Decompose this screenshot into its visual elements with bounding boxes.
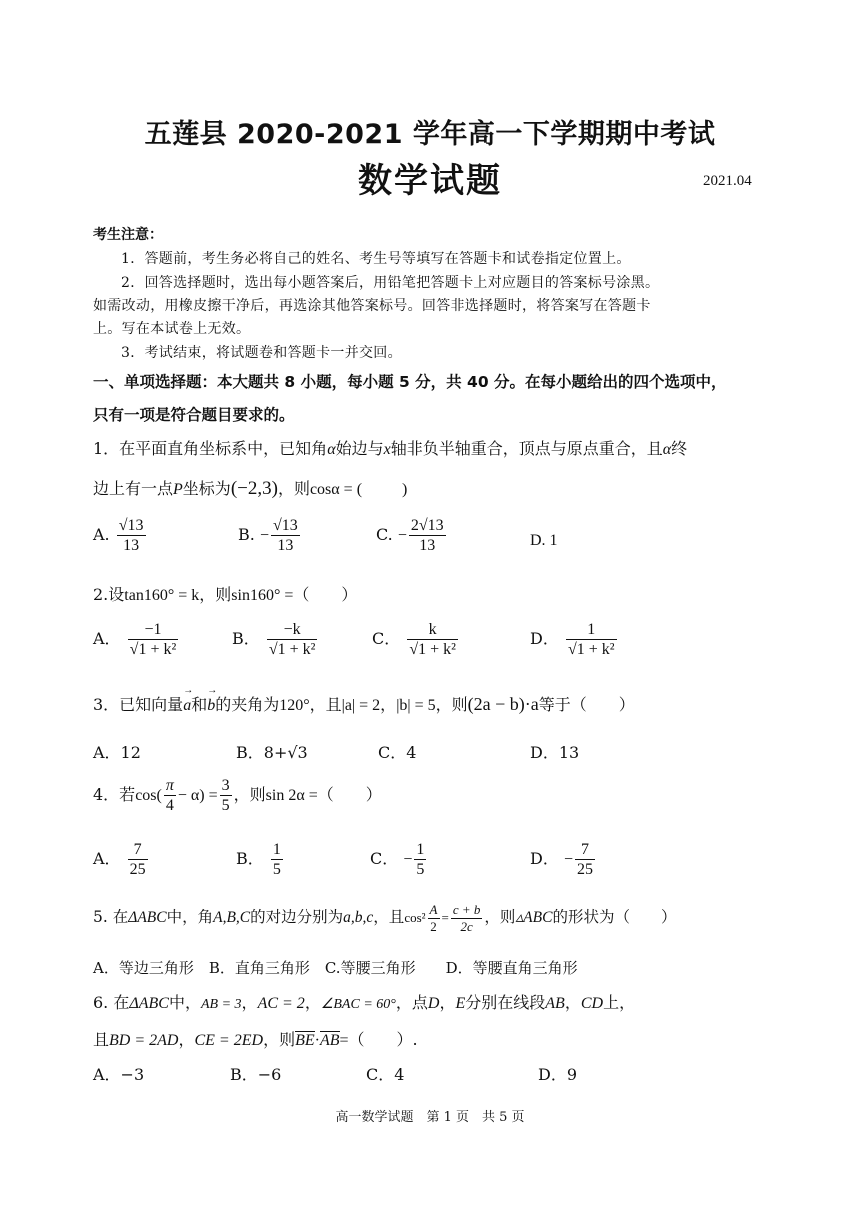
question-1-line2: 边上有一点P坐标为(−2,3)，则cosα = ( ) xyxy=(93,478,408,499)
question-1-option-c: C. − $\frac{2√13}{13}$ xyxy=(376,517,444,555)
question-2-option-d: D． $\frac{1}{\text{√1 + k²}}$ xyxy=(530,621,615,659)
question-6-option-c: C．4 xyxy=(366,1065,405,1084)
question-2-option-a: A． $\frac{-1}{\text{√1 + k²}}$ xyxy=(93,621,177,659)
question-1-option-a: A. $\frac{√13}{13}$ xyxy=(93,517,144,555)
notice-line-1: 1．答题前，考生务必将自己的姓名、考生号等填写在答题卡和试卷指定位置上。 xyxy=(121,251,631,267)
question-2-option-c: C． $\frac{k}{\text{√1 + k²}}$ xyxy=(372,621,456,659)
question-3-option-b: B．8+√3 xyxy=(236,743,308,762)
subject-title: 数学试题 xyxy=(358,161,502,201)
question-3-option-c: C．4 xyxy=(378,743,417,762)
question-4-option-d: D． − $\frac{7}{25}$ xyxy=(530,841,593,879)
question-4-option-b: B． $\frac{1}{5}$ xyxy=(236,841,281,879)
exam-date: 2021.04 xyxy=(703,173,752,189)
question-3-stem: 3．已知向量→ a和→ b的夹角为120°，且|a| = 2，|b| = 5，则(2a − b)·a等于（ ） xyxy=(93,692,783,715)
section-heading-line1: 一、单项选择题：本大题共 8 小题，每小题 5 分，共 40 分。在每小题给出的四个选项中， xyxy=(93,373,727,391)
question-1-option-b: B. − $\frac{√13}{13}$ xyxy=(238,517,298,555)
question-1-option-d: D. 1 xyxy=(530,532,558,549)
question-6-option-b: B．−6 xyxy=(230,1065,282,1084)
question-2-stem: 2.设tan160° = k，则sin160° =（ ） xyxy=(93,585,358,604)
question-3-option-a: A．12 xyxy=(93,743,141,762)
question-1-line1: 1．在平面直角坐标系中，已知角α始边与x轴非负半轴重合，顶点与原点重合，且α终 xyxy=(93,439,688,458)
notice-line-3: 3．考试结束，将试题卷和答题卡一并交回。 xyxy=(121,345,402,361)
question-2-option-b: B． $\frac{-k}{\text{√1 + k²}}$ xyxy=(232,621,316,659)
notice-line-2a: 2．回答选择题时，选出每小题答案后，用铅笔把答题卡上对应题目的答案标号涂黑。 xyxy=(121,275,660,291)
question-4-option-a: A． $\frac{7}{25}$ xyxy=(93,841,146,879)
question-4-stem: 4．若cos( $\frac{\pi}{4}$ − α) = $\frac{3}{5}$ ，则sin 2α =（ ） xyxy=(93,777,382,815)
page-footer: 高一数学试题 第 1 页 共 5 页 xyxy=(335,1110,525,1125)
question-4-option-c: C． − $\frac{1}{5}$ xyxy=(370,841,425,879)
question-3-option-d: D．13 xyxy=(530,743,580,762)
notice-line-2c: 上。写在本试卷上无效。 xyxy=(93,321,251,337)
question-6-line2: 且BD = 2AD，CE = 2ED，则BE·AB=（ ）. xyxy=(93,1030,418,1049)
notice-line-2b: 如需改动，用橡皮擦干净后，再选涂其他答案标号。回答非选择题时，将答案写在答题卡 xyxy=(93,298,651,314)
question-5-stem: 5. 在ΔABC中，角A,B,C的对边分别为a,b,c，且cos² $\frac{A}{2}$ = $\frac{c + b}{2c}$ ，则▵ABC的形状为（ ） xyxy=(93,902,677,934)
section-heading-line2: 只有一项是符合题目要求的。 xyxy=(93,406,295,424)
question-6-option-d: D．9 xyxy=(538,1065,578,1084)
question-5-options: A．等边三角形 B．直角三角形 C.等腰三角形 D．等腰直角三角形 xyxy=(93,959,578,977)
question-6-option-a: A．−3 xyxy=(93,1065,145,1084)
notice-title: 考生注意： xyxy=(93,227,163,243)
exam-title: 五莲县 2020-2021 学年高一下学期期中考试 xyxy=(144,119,716,150)
question-6-line1: 6. 在ΔABC中，AB = 3，AC = 2，∠BAC = 60°，点D，E分别在线段AB，CD上， xyxy=(93,993,636,1012)
